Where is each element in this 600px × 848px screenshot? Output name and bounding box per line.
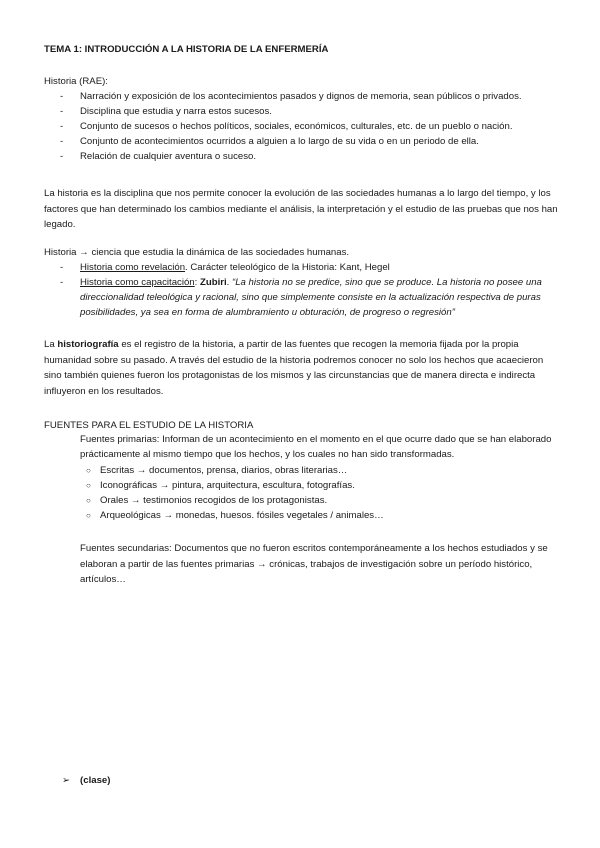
zubiri-quote: “La historia no se predice, sino que se produce. La historia no posee una direccionalidad teleológica y racional, sino que simplemente consiste en la actualización respectiva de puras posibilidades, ya sea en forma de alumbramiento u obturación, de progreso o regresión” [80, 277, 542, 318]
ciencia-line: Historia → ciencia que estudia la dinámica de las sociedades humanas. [44, 247, 350, 258]
history-concepts-list [44, 260, 560, 320]
zubiri-name: Zubiri [200, 277, 227, 288]
document-title: TEMA 1: INTRODUCCIÓN A LA HISTORIA DE LA ENFERMERÍA [44, 44, 329, 55]
circle-bullet-icon: ○ [86, 496, 91, 505]
historiography-paragraph: La historiografía es el registro de la historia, a partir de las fuentes que recogen la memoria fijada por la propia humanidad sobre su pasado. A través del estudio de la historia podremos conocer no solo los hechos que acaecieron sino también quienes fueron los protagonistas de los mismos y las circunstancias que de manera directa e indirecta influyeron en los resultados. [44, 339, 544, 397]
list-item: ○ Arqueológicas → monedas, huesos. fósiles vegetales / animales… [86, 510, 384, 521]
list-item: ○ Iconográficas → pintura, arquitectura, escultura, fotografías. [86, 480, 355, 491]
list-item: - Narración y exposición de los acontecimientos pasados y dignos de memoria, sean públicos o privados. [60, 91, 522, 102]
list-item: - Relación de cualquier aventura o suceso. [60, 151, 256, 162]
historiography-term: historiografía [57, 339, 119, 350]
rae-definition-list [44, 89, 560, 164]
circle-bullet-icon: ○ [86, 466, 91, 475]
secondary-sources-paragraph: Fuentes secundarias: Documentos que no fueron escritos contemporáneamente a los hechos estudiados y se elaboran a partir de las fuentes primarias → crónicas, trabajos de investigación sobre un período histórico, artículos… [80, 543, 548, 585]
revelation-term: Historia como revelación [80, 262, 186, 273]
circle-bullet-icon: ○ [86, 511, 91, 520]
arrow-bullet-icon: ➢ [62, 775, 71, 786]
primary-source-types-list [44, 463, 560, 523]
sources-heading: FUENTES PARA EL ESTUDIO DE LA HISTORIA [44, 420, 254, 431]
list-item: - Historia como capacitación: Zubiri. “La historia no se predice, sino que se produce. La historia no posee una direccionalidad teleológica y racional, sino que simplemente consiste en la actualización respectiva de puras posibilidades, ya sea en forma de alumbramiento u obturación, de progreso o regresión” [60, 277, 542, 318]
list-item: - Conjunto de sucesos o hechos políticos, sociales, económicos, culturales, etc. de un pueblo o nación. [60, 121, 513, 132]
list-item: ○ Escritas → documentos, prensa, diarios, obras literarias… [86, 465, 348, 476]
primary-sources-paragraph: Fuentes primarias: Informan de un acontecimiento en el momento en el que ocurre dado que se han elaborado prácticamente al mismo tiempo que los hechos, y los cuales no han sido transformadas. [80, 434, 552, 460]
list-item: - Conjunto de acontecimientos ocurridos a alguien a lo largo de su vida o en un periodo de ella. [60, 136, 479, 147]
circle-bullet-icon: ○ [86, 481, 91, 490]
list-item: - Historia como revelación. Carácter teleológico de la Historia: Kant, Hegel [60, 262, 390, 273]
rae-heading: Historia (RAE): [44, 76, 108, 87]
list-item: ○ Orales → testimonios recogidos de los protagonistas. [86, 495, 328, 506]
capacitation-term: Historia como capacitación [80, 277, 195, 288]
history-definition-paragraph: La historia es la disciplina que nos permite conocer la evolución de las sociedades humanas a lo largo del tiempo, y los factores que han determinado los cambios mediante el análisis, la interpretación y el estudio de las pruebas que nos han legado. [44, 188, 558, 230]
list-item: - Disciplina que estudia y narra estos sucesos. [60, 106, 272, 117]
class-note: ➢ (clase) [62, 775, 111, 786]
